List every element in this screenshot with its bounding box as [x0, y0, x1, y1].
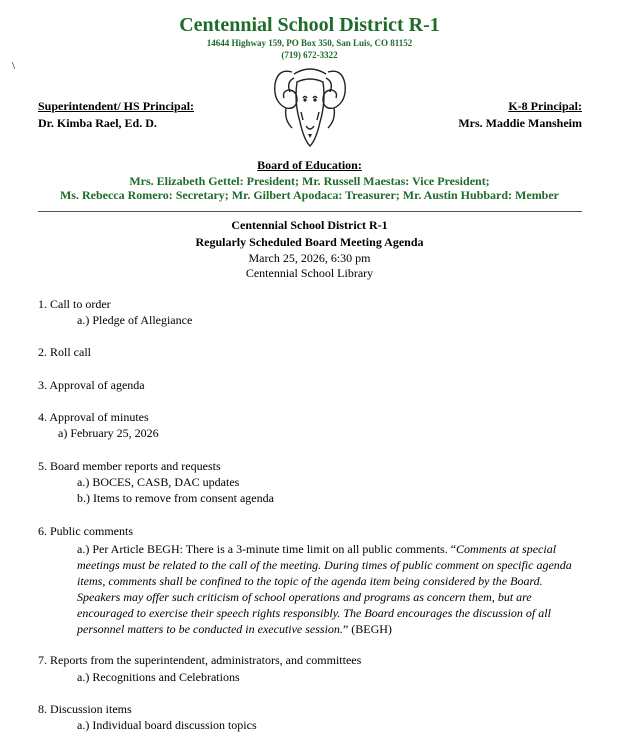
meeting-title: Regularly Scheduled Board Meeting Agenda [195, 235, 424, 249]
district-phone: (719) 672-3322 [281, 50, 338, 60]
meeting-datetime: March 25, 2026, 6:30 pm [248, 251, 371, 265]
agenda-item-5b: b.) Items to remove from consent agenda [77, 491, 274, 505]
divider [38, 211, 582, 212]
board-members-line-2: Ms. Rebecca Romero: Secretary; Mr. Gilbert Apodaca: Treasurer; Mr. Austin Hubbard: Member [59, 188, 560, 202]
agenda-item-1: 1. Call to order [38, 297, 111, 311]
meeting-location: Centennial School Library [245, 266, 374, 280]
superintendent-name: Dr. Kimba Rael, Ed. D. [38, 116, 157, 130]
ram-logo-icon [270, 62, 350, 152]
superintendent-title: Superintendent/ HS Principal: [38, 99, 195, 113]
superintendent-block [38, 99, 194, 131]
k8-principal-name: Mrs. Maddie Mansheim [458, 116, 582, 130]
agenda-item-4a: a) February 25, 2026 [58, 426, 159, 440]
item-6a-prefix: a.) Per Article BEGH: There is a 3-minute time limit on all public comments. “ [77, 542, 457, 556]
agenda-item-1a: a.) Pledge of Allegiance [77, 313, 193, 327]
district-name: Centennial School District R-1 [179, 14, 440, 36]
stray-mark: \ [12, 60, 16, 72]
agenda-item-6: 6. Public comments [38, 524, 133, 538]
k8-principal-title: K-8 Principal: [508, 99, 582, 113]
agenda-item-7a: a.) Recognitions and Celebrations [77, 670, 240, 684]
district-address: 14644 Highway 159, PO Box 350, San Luis, CO 81152 [206, 38, 413, 48]
board-members-line-1: Mrs. Elizabeth Gettel: President; Mr. Russell Maestas: Vice President; [129, 174, 490, 188]
agenda-item-8a: a.) Individual board discussion topics [77, 718, 257, 732]
k8-principal-block [458, 99, 582, 131]
agenda-item-5a: a.) BOCES, CASB, DAC updates [77, 475, 240, 489]
board-heading: Board of Education: [257, 158, 362, 172]
agenda-item-8: 8. Discussion items [38, 702, 132, 716]
agenda-item-6a [77, 541, 577, 637]
agenda-item-4: 4. Approval of minutes [38, 410, 149, 424]
agenda-item-7: 7. Reports from the superintendent, administrators, and committees [38, 653, 362, 667]
agenda-item-5: 5. Board member reports and requests [38, 459, 221, 473]
item-6a-suffix: ” (BEGH) [342, 622, 392, 636]
meeting-district: Centennial School District R-1 [231, 218, 388, 232]
agenda-item-3: 3. Approval of agenda [38, 378, 145, 392]
item-6a-quote: Comments at special meetings must be related to the call of the meeting. During times of public comment on specific agenda items, comments shall be confined to the topic of the agenda item being considered by the Board. Speakers may offer such criticism of school operations and programs as concern them, but are encouraged to exercise their speech rights responsibly. The Board encourages the discussion of all personnel matters to be conducted in executive session. [77, 542, 572, 636]
agenda-item-2: 2. Roll call [38, 345, 91, 359]
